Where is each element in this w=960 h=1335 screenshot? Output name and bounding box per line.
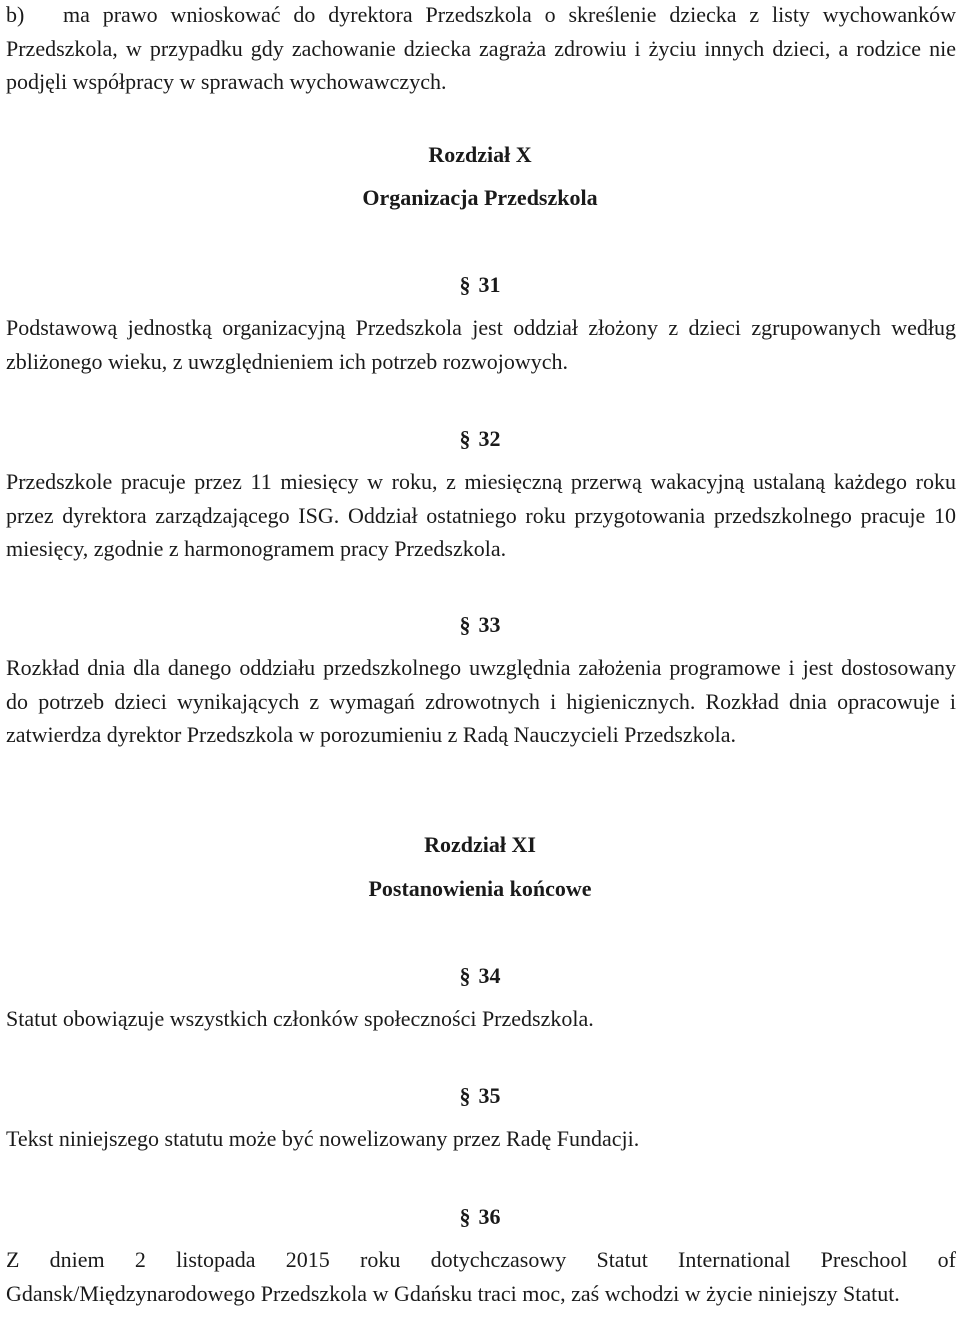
section-symbol: § — [459, 426, 471, 451]
section-heading-35 — [0, 1081, 960, 1111]
section-31-text: Podstawową jednostką organizacyjną Przedszkola jest oddział złożony z dzieci zgrupowanych według zbliżonego wieku, z uwzględnieniem ich potrzeb rozwojowych. — [6, 315, 956, 374]
section-number: 32 — [478, 426, 501, 451]
section-number: 34 — [478, 963, 501, 988]
section-32-text: Przedszkole pracuje przez 11 miesięcy w roku, z miesięczną przerwą wakacyjną ustalaną każdego roku przez dyrektora zarządzającego ISG. Oddział ostatniego roku przygotowania przedszkolnego pracuje 10 miesięcy, zgodnie z harmonogramem pracy Przedszkola. — [6, 469, 956, 561]
section-heading-32 — [0, 424, 960, 454]
section-symbol: § — [459, 963, 471, 988]
section-symbol: § — [459, 1083, 471, 1108]
section-number: 33 — [478, 612, 501, 637]
section-heading-34 — [0, 961, 960, 991]
section-symbol: § — [459, 1204, 471, 1229]
section-heading-36 — [0, 1202, 960, 1232]
section-35-text: Tekst niniejszego statutu może być nowelizowany przez Radę Fundacji. — [6, 1126, 640, 1151]
section-34-text: Statut obowiązuje wszystkich członków społeczności Przedszkola. — [6, 1006, 594, 1031]
chapter-11-number: Rozdział XI — [424, 832, 536, 857]
section-36-text: Z dniem 2 listopada 2015 roku dotychczasowy Statut International Preschool of Gdansk/Międzynarodowego Przedszkola w Gdańsku traci moc, zaś wchodzi w życie niniejszy Statut. — [6, 1247, 956, 1306]
section-number: 31 — [478, 272, 501, 297]
chapter-10-number: Rozdział X — [428, 142, 532, 167]
section-33-text: Rozkład dnia dla danego oddziału przedszkolnego uwzględnia założenia programowe i jest dostosowany do potrzeb dzieci wynikających z wymagań zdrowotnych i higienicznych. Rozkład dnia opracowuje i zatwierdza dyrektor Przedszkola w porozumieniu z Radą Nauczycieli Przedszkola. — [6, 655, 956, 747]
section-heading-31 — [0, 270, 960, 300]
section-heading-33 — [0, 610, 960, 640]
chapter-10-title: Organizacja Przedszkola — [362, 185, 598, 210]
intro-paragraph — [6, 0, 956, 99]
section-number: 35 — [478, 1083, 501, 1108]
section-number: 36 — [478, 1204, 501, 1229]
section-symbol: § — [459, 612, 471, 637]
section-symbol: § — [459, 272, 471, 297]
intro-text: ma prawo wnioskować do dyrektora Przedszkola o skreślenie dziecka z listy wychowanków Przedszkola, w przypadku gdy zachowanie dziecka zagraża zdrowiu i życiu innych dzieci, a rodzice nie podjęli współpracy w sprawach wychowawczych. — [6, 2, 956, 94]
chapter-11-title: Postanowienia końcowe — [368, 876, 592, 901]
list-marker: b) — [6, 2, 25, 27]
